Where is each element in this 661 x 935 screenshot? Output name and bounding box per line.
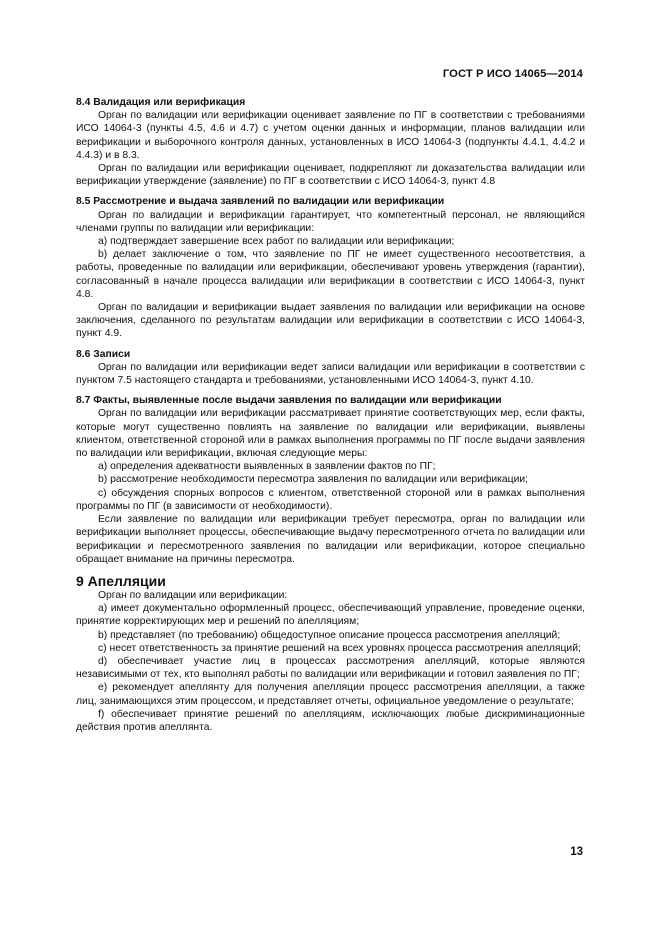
- paragraph: Орган по валидации или верификации ведет записи валидации или верификации в соответствии с пунктом 7.5 настоящего стандарта и требованиями, установленными ИСО 14064-3, пункт 4.10.: [76, 361, 585, 387]
- list-item: b) делает заключение о том, что заявление по ПГ не имеет существенного несоответствия, а работы, проведенные по валидации или верификации, обеспечивают уровень утверждения (гарантии), согласованный в начале процесса валидации или верификации в соответствии с ИСО 14064-3, пункт 4.8.: [76, 249, 585, 300]
- paragraph: Орган по валидации и верификации гарантирует, что компетентный персонал, не являющийся членами группы по валидации или верификации:: [76, 209, 585, 234]
- section-8-4-heading: 8.4 Валидация или верификация: [76, 97, 246, 108]
- paragraph: Орган по валидации или верификации рассматривает принятие соответствующих мер, если факты, которые могут существенно повлиять на заявление по валидации или верификации, выявлены клиентом, ответственной стороной или в рамках выполнения программы по ПГ после выдачи заявления по валидации или верификации, включая следующие меры:: [76, 408, 585, 460]
- list-item: a) определения адекватности выявленных в заявлении фактов по ПГ;: [98, 461, 436, 473]
- paragraph: Орган по валидации или верификации оценивает, подкрепляют ли доказательства валидации или верификации утверждение (заявление) по ПГ в соответствии с ИСО 14064-3, пункт 4.8: [76, 163, 585, 188]
- section-8-6: [76, 348, 585, 388]
- paragraph: Если заявление по валидации или верификации требует пересмотра, орган по валидации или верификации выполняет процессы, обеспечивающие выдачу пересмотренного отчета по валидации или верификации и пересмотренного заявления по валидации или верификации, которое специально обращает внимание на причины пересмотра.: [76, 514, 585, 565]
- paragraph: Орган по валидации и верификации выдает заявления по валидации или верификации на основе заключения, сделанного по результатам валидации или верификации в соответствии с ИСО 14064-3, пункт 4.9.: [76, 302, 585, 340]
- page-content: [76, 96, 585, 734]
- section-8-5: [76, 195, 585, 340]
- list-item: b) представляет (по требованию) общедоступное описание процесса рассмотрения апелляций;: [98, 629, 561, 641]
- section-8-5-heading: 8.5 Рассмотрение и выдача заявлений по валидации или верификации: [76, 196, 445, 208]
- paragraph: Орган по валидации или верификации оценивает заявление по ПГ в соответствии с требованиями ИСО 14064-3 (пункты 4.5, 4.6 и 4.7) с учетом оценки данных и информации, планов валидации или верификации и выборочного контроля данных, установленных в ИСО 14064-3 (подпункты 4.4.1, 4.4.2 и 4.4.3) и в 8.3.: [76, 110, 585, 161]
- list-item: c) обсуждения спорных вопросов с клиентом, ответственной стороной или в рамках выполнения программы по ПГ (в зависимости от необходимости).: [76, 487, 585, 512]
- paragraph: Орган по валидации или верификации:: [98, 589, 288, 601]
- list-item: f) обеспечивает принятие решений по апелляциям, исключающих любые дискриминационные действия против апеллянта.: [76, 708, 585, 733]
- section-8-4: [76, 96, 585, 188]
- section-8-6-heading: 8.6 Записи: [76, 348, 131, 360]
- section-9-heading: 9 Апелляции: [76, 572, 166, 589]
- section-9: [76, 573, 585, 734]
- page-number: 13: [570, 846, 583, 858]
- list-item: e) рекомендует апеллянту для получения апелляции процесс рассмотрения апелляции, а также лиц, занимающихся этим процессом, и представляет отчеты, официальное уведомление о результате;: [76, 682, 585, 707]
- list-item: a) подтверждает завершение всех работ по валидации или верификации;: [98, 236, 455, 248]
- list-item: d) обеспечивает участие лиц в процессах рассмотрения апелляций, которые являются независимыми от тех, кто выполнял работы по валидации или верификации и готовил заявления по ПГ;: [76, 655, 585, 681]
- section-8-7-heading: 8.7 Факты, выявленные после выдачи заявления по валидации или верификации: [76, 395, 502, 407]
- running-header: ГОСТ Р ИСО 14065—2014: [442, 68, 583, 80]
- list-item: a) имеет документально оформленный процесс, обеспечивающий управление, проведение оценки, принятие корректирующих мер и решений по апелляциям;: [76, 603, 585, 628]
- section-8-7: [76, 394, 585, 566]
- list-item: c) несет ответственность за принятие решений на всех уровнях процесса рассмотрения апелляций;: [98, 642, 581, 654]
- list-item: b) рассмотрение необходимости пересмотра заявления по валидации или верификации;: [98, 474, 529, 486]
